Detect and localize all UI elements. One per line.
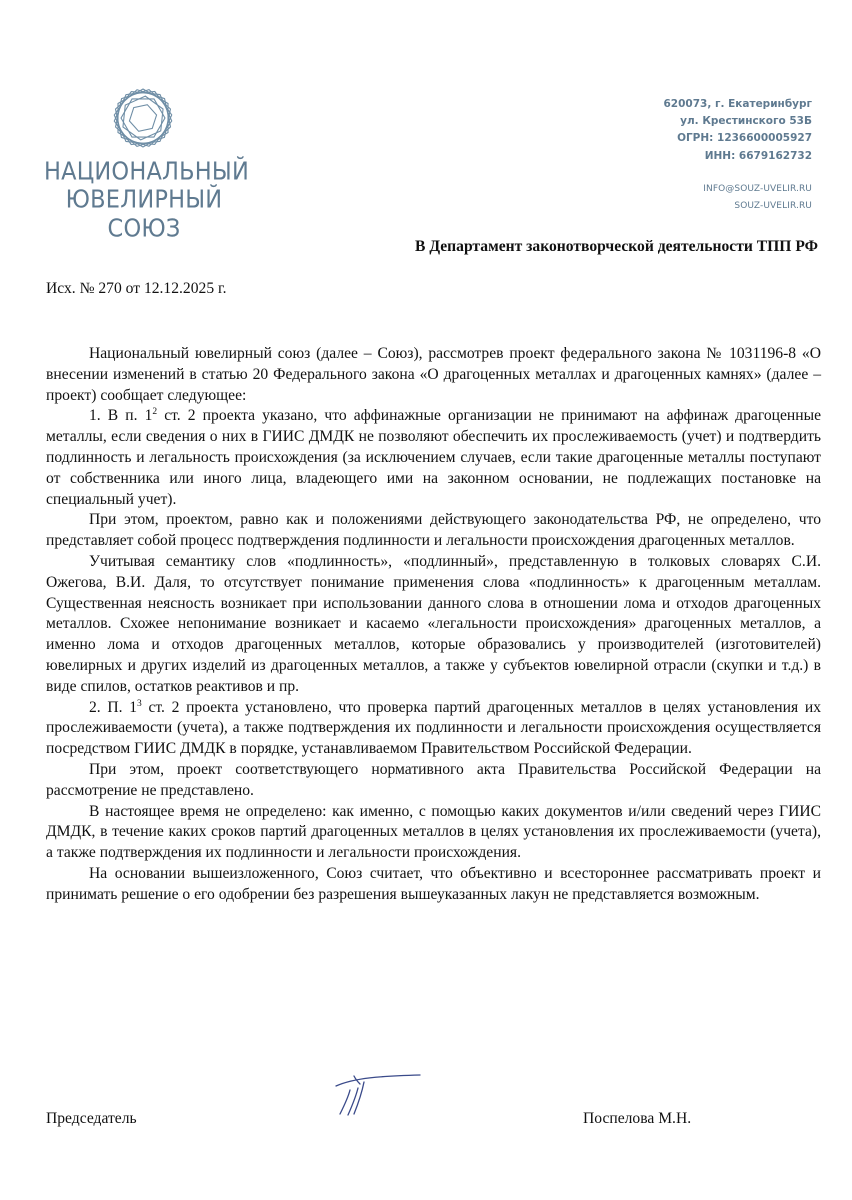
contact-website: SOUZ-UVELIR.RU xyxy=(734,200,812,211)
hexagon-logo-icon xyxy=(110,85,176,151)
org-requisites xyxy=(663,96,812,215)
signatory-title: Председатель xyxy=(46,1110,137,1127)
requisite-inn: ИНН: 6679162732 xyxy=(704,149,812,162)
org-logo xyxy=(44,85,249,244)
item-2-text: ст. 2 проекта установлено, что проверка партий драгоценных металлов в целях установления их прослеживаемости (учета), а также подтверждения их подлинности и легальности происхождения осуществляется посредством ГИИС ДМДК в порядке, устанавливаемом Правительством Российской Федерации. xyxy=(46,698,821,758)
item-2-superscript: 3 xyxy=(137,698,142,709)
item-1-lead: 1. В п. 1 xyxy=(89,407,153,425)
handwritten-signature xyxy=(330,1062,430,1122)
letter-body xyxy=(46,344,821,906)
paragraph-item-1 xyxy=(46,406,821,510)
paragraph-4: Учитывая семантику слов «подлинность», «подлинный», представленную в толковых словарях С.И. Ожегова, В.И. Даля, то отсутствует понимание применения слова «подлинность» к драгоценным металлам. Существенная неясность возникает при использовании данного слова в отношении лома и отходов драгоценных металлов. Схожее непонимание возникает и касаемо «легальности происхождения» драгоценных металлов, а именно лома и отходов драгоценных металлов, которые образовались у производителей (изготовителей) ювелирных и других изделий из драгоценных металлов, а также у субъектов ювелирной отрасли (скупки и т.д.) в виде спилов, остатков реактивов и пр. xyxy=(46,552,821,695)
paragraph-7: В настоящее время не определено: как именно, с помощью каких документов и/или сведений через ГИИС ДМДК, в течение каких сроков партий драгоценных металлов в целях установления их прослеживаемости (учета), а также подтверждения их подлинности и легальности происхождения. xyxy=(46,802,821,862)
paragraph-3: При этом, проектом, равно как и положениями действующего законодательства РФ, не определено, что представляет собой процесс подтверждения подлинности и легальности происхождения драгоценных металлов. xyxy=(46,511,821,550)
signatory-name: Поспелова М.Н. xyxy=(583,1110,692,1127)
addressee: В Департамент законотворческой деятельности ТПП РФ xyxy=(415,238,818,255)
paragraph-item-2 xyxy=(46,698,821,760)
contact-email: INFO@SOUZ-UVELIR.RU xyxy=(703,183,812,194)
outgoing-number: Исх. № 270 от 12.12.2025 г. xyxy=(46,280,227,297)
requisite-ogrn: ОГРН: 1236600005927 xyxy=(677,132,812,145)
item-2-lead: 2. П. 1 xyxy=(89,698,138,716)
org-contacts xyxy=(663,181,812,215)
item-1-text: ст. 2 проекта указано, что аффинажные организации не принимают на аффинаж драгоценные металлы, если сведения о них в ГИИС ДМДК не позволяют обеспечить их прослеживаемость (учет) и подтвердить подлинность и легальность происхождения (за исключением случаев, если такие драгоценные металлы поступают от собственника или иного лица, владеющего ими на законном основании, не подлежащих постановке на специальный учет). xyxy=(46,407,821,508)
org-name-line1: НАЦИОНАЛЬНЫЙ xyxy=(44,157,249,187)
paragraph-intro: Национальный ювелирный союз (далее – Союз), рассмотрев проект федерального закона № 1031196-8 «О внесении изменений в статью 20 Федерального закона «О драгоценных металлах и драгоценных камнях» (далее – проект) сообщает следующее: xyxy=(46,345,821,404)
paragraph-6: При этом, проект соответствующего нормативного акта Правительства Российской Федерации на рассмотрение не представлено. xyxy=(46,760,821,799)
requisite-address-street: ул. Крестинского 53Б xyxy=(680,115,812,128)
org-name-line2: ЮВЕЛИРНЫЙ СОЮЗ xyxy=(65,185,223,244)
paragraph-conclusion: На основании вышеизложенного, Союз считает, что объективно и всестороннее рассматривать проект и принимать решение о его одобрении без разрешения вышеуказанных лакун не представляется возможным. xyxy=(46,864,821,903)
item-1-superscript: 2 xyxy=(152,407,158,418)
requisite-address-city: 620073, г. Екатеринбург xyxy=(663,98,812,110)
